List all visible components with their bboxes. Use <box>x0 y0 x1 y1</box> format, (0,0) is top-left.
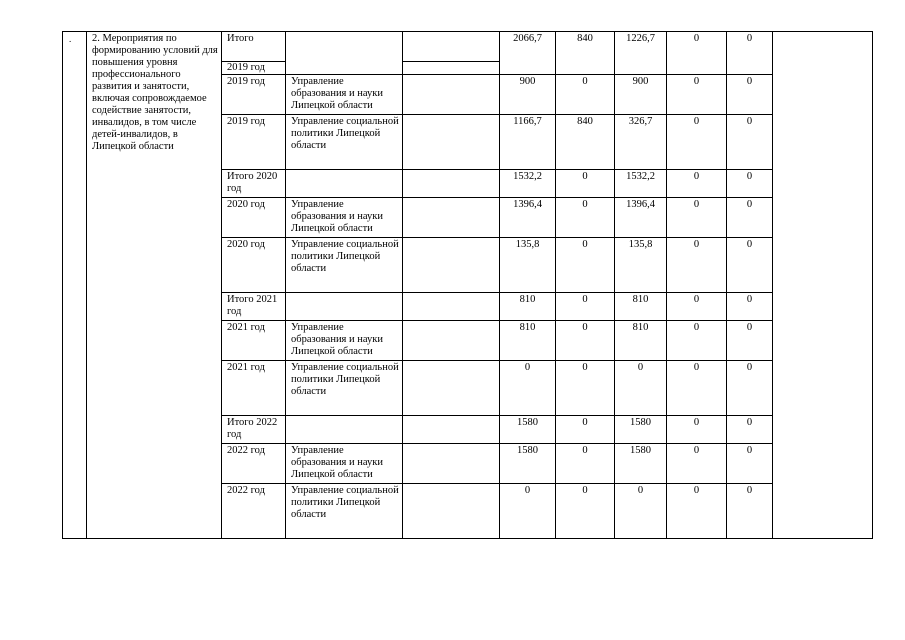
value-cell: 0 <box>727 170 773 198</box>
value-cell: 0 <box>667 293 727 321</box>
empty-cell <box>773 32 873 539</box>
value-cell: 900 <box>500 75 556 115</box>
value-cell: 0 <box>556 416 615 444</box>
year-cell: 2020 год <box>222 198 286 238</box>
value-cell: 0 <box>556 321 615 361</box>
org-cell: Управление образования и науки Липецкой области <box>286 198 403 238</box>
value-cell: 0 <box>727 198 773 238</box>
value-cell: 1396,4 <box>500 198 556 238</box>
year-cell: Итого 2021 год <box>222 293 286 321</box>
value-cell: 0 <box>556 238 615 293</box>
org-cell <box>286 32 403 75</box>
blank-cell <box>403 484 500 539</box>
row-marker: . <box>63 32 87 539</box>
blank-cell <box>403 32 500 75</box>
value-cell: 810 <box>500 321 556 361</box>
value-cell: 1580 <box>615 416 667 444</box>
funding-table <box>62 31 873 539</box>
org-cell: Управление социальной политики Липецкой области <box>286 484 403 539</box>
value-cell: 0 <box>667 321 727 361</box>
value-cell: 0 <box>667 238 727 293</box>
event-title-cell: 2. Мероприятия по формированию условий для повышения уровня профессионального развития и занятости, включая сопровождаемое содействие занятости, инвалидов, в том числе детей-инвалидов, в Липецкой области <box>87 32 222 539</box>
value-cell: 810 <box>615 321 667 361</box>
value-cell: 0 <box>667 416 727 444</box>
year-cell: 2020 год <box>222 238 286 293</box>
value-cell: 0 <box>727 293 773 321</box>
value-cell: 1580 <box>500 416 556 444</box>
blank-cell <box>403 75 500 115</box>
org-cell: Управление образования и науки Липецкой области <box>286 444 403 484</box>
value-cell: 135,8 <box>615 238 667 293</box>
value-cell: 0 <box>667 361 727 416</box>
value-cell: 810 <box>500 293 556 321</box>
value-cell: 0 <box>556 75 615 115</box>
blank-cell <box>403 293 500 321</box>
blank-cell <box>403 321 500 361</box>
value-cell: 810 <box>615 293 667 321</box>
value-cell: 135,8 <box>500 238 556 293</box>
year-cell <box>222 32 286 75</box>
value-cell: 1532,2 <box>615 170 667 198</box>
org-cell <box>286 170 403 198</box>
value-cell: 1226,7 <box>615 32 667 75</box>
divider <box>403 61 499 62</box>
value-cell: 0 <box>615 484 667 539</box>
blank-cell <box>403 115 500 170</box>
blank-cell <box>403 170 500 198</box>
value-cell: 0 <box>500 361 556 416</box>
blank-cell <box>403 361 500 416</box>
value-cell: 0 <box>667 75 727 115</box>
year-cell: 2022 год <box>222 484 286 539</box>
value-cell: 0 <box>727 416 773 444</box>
org-cell: Управление социальной политики Липецкой области <box>286 238 403 293</box>
year-cell: 2022 год <box>222 444 286 484</box>
org-cell: Управление социальной политики Липецкой области <box>286 115 403 170</box>
blank-cell <box>403 416 500 444</box>
value-cell: 0 <box>727 75 773 115</box>
value-cell: 1166,7 <box>500 115 556 170</box>
value-cell: 0 <box>727 238 773 293</box>
value-cell: 326,7 <box>615 115 667 170</box>
value-cell: 0 <box>667 444 727 484</box>
total-year: 2019 год <box>227 62 265 73</box>
year-cell: Итого 2020 год <box>222 170 286 198</box>
total-label: Итого <box>227 33 254 44</box>
value-cell: 0 <box>667 198 727 238</box>
value-cell: 0 <box>667 32 727 75</box>
year-cell: 2021 год <box>222 321 286 361</box>
value-cell: 0 <box>556 293 615 321</box>
value-cell: 0 <box>727 361 773 416</box>
value-cell: 0 <box>667 170 727 198</box>
value-cell: 1532,2 <box>500 170 556 198</box>
value-cell: 0 <box>727 444 773 484</box>
org-cell <box>286 416 403 444</box>
value-cell: 0 <box>667 484 727 539</box>
value-cell: 0 <box>556 444 615 484</box>
blank-cell <box>403 444 500 484</box>
value-cell: 0 <box>727 32 773 75</box>
org-cell: Управление образования и науки Липецкой области <box>286 75 403 115</box>
value-cell: 0 <box>556 361 615 416</box>
value-cell: 0 <box>556 170 615 198</box>
value-cell: 0 <box>727 484 773 539</box>
blank-cell <box>403 198 500 238</box>
value-cell: 840 <box>556 32 615 75</box>
org-cell: Управление образования и науки Липецкой области <box>286 321 403 361</box>
value-cell: 0 <box>556 198 615 238</box>
value-cell: 2066,7 <box>500 32 556 75</box>
value-cell: 1580 <box>500 444 556 484</box>
table-row <box>63 32 873 75</box>
year-cell: 2021 год <box>222 361 286 416</box>
value-cell: 1580 <box>615 444 667 484</box>
value-cell: 0 <box>727 115 773 170</box>
blank-cell <box>403 238 500 293</box>
value-cell: 0 <box>667 115 727 170</box>
value-cell: 0 <box>727 321 773 361</box>
year-cell: 2019 год <box>222 115 286 170</box>
value-cell: 900 <box>615 75 667 115</box>
org-cell: Управление социальной политики Липецкой области <box>286 361 403 416</box>
year-cell: 2019 год <box>222 75 286 115</box>
year-cell: Итого 2022 год <box>222 416 286 444</box>
value-cell: 1396,4 <box>615 198 667 238</box>
value-cell: 0 <box>500 484 556 539</box>
value-cell: 0 <box>615 361 667 416</box>
org-cell <box>286 293 403 321</box>
value-cell: 840 <box>556 115 615 170</box>
value-cell: 0 <box>556 484 615 539</box>
